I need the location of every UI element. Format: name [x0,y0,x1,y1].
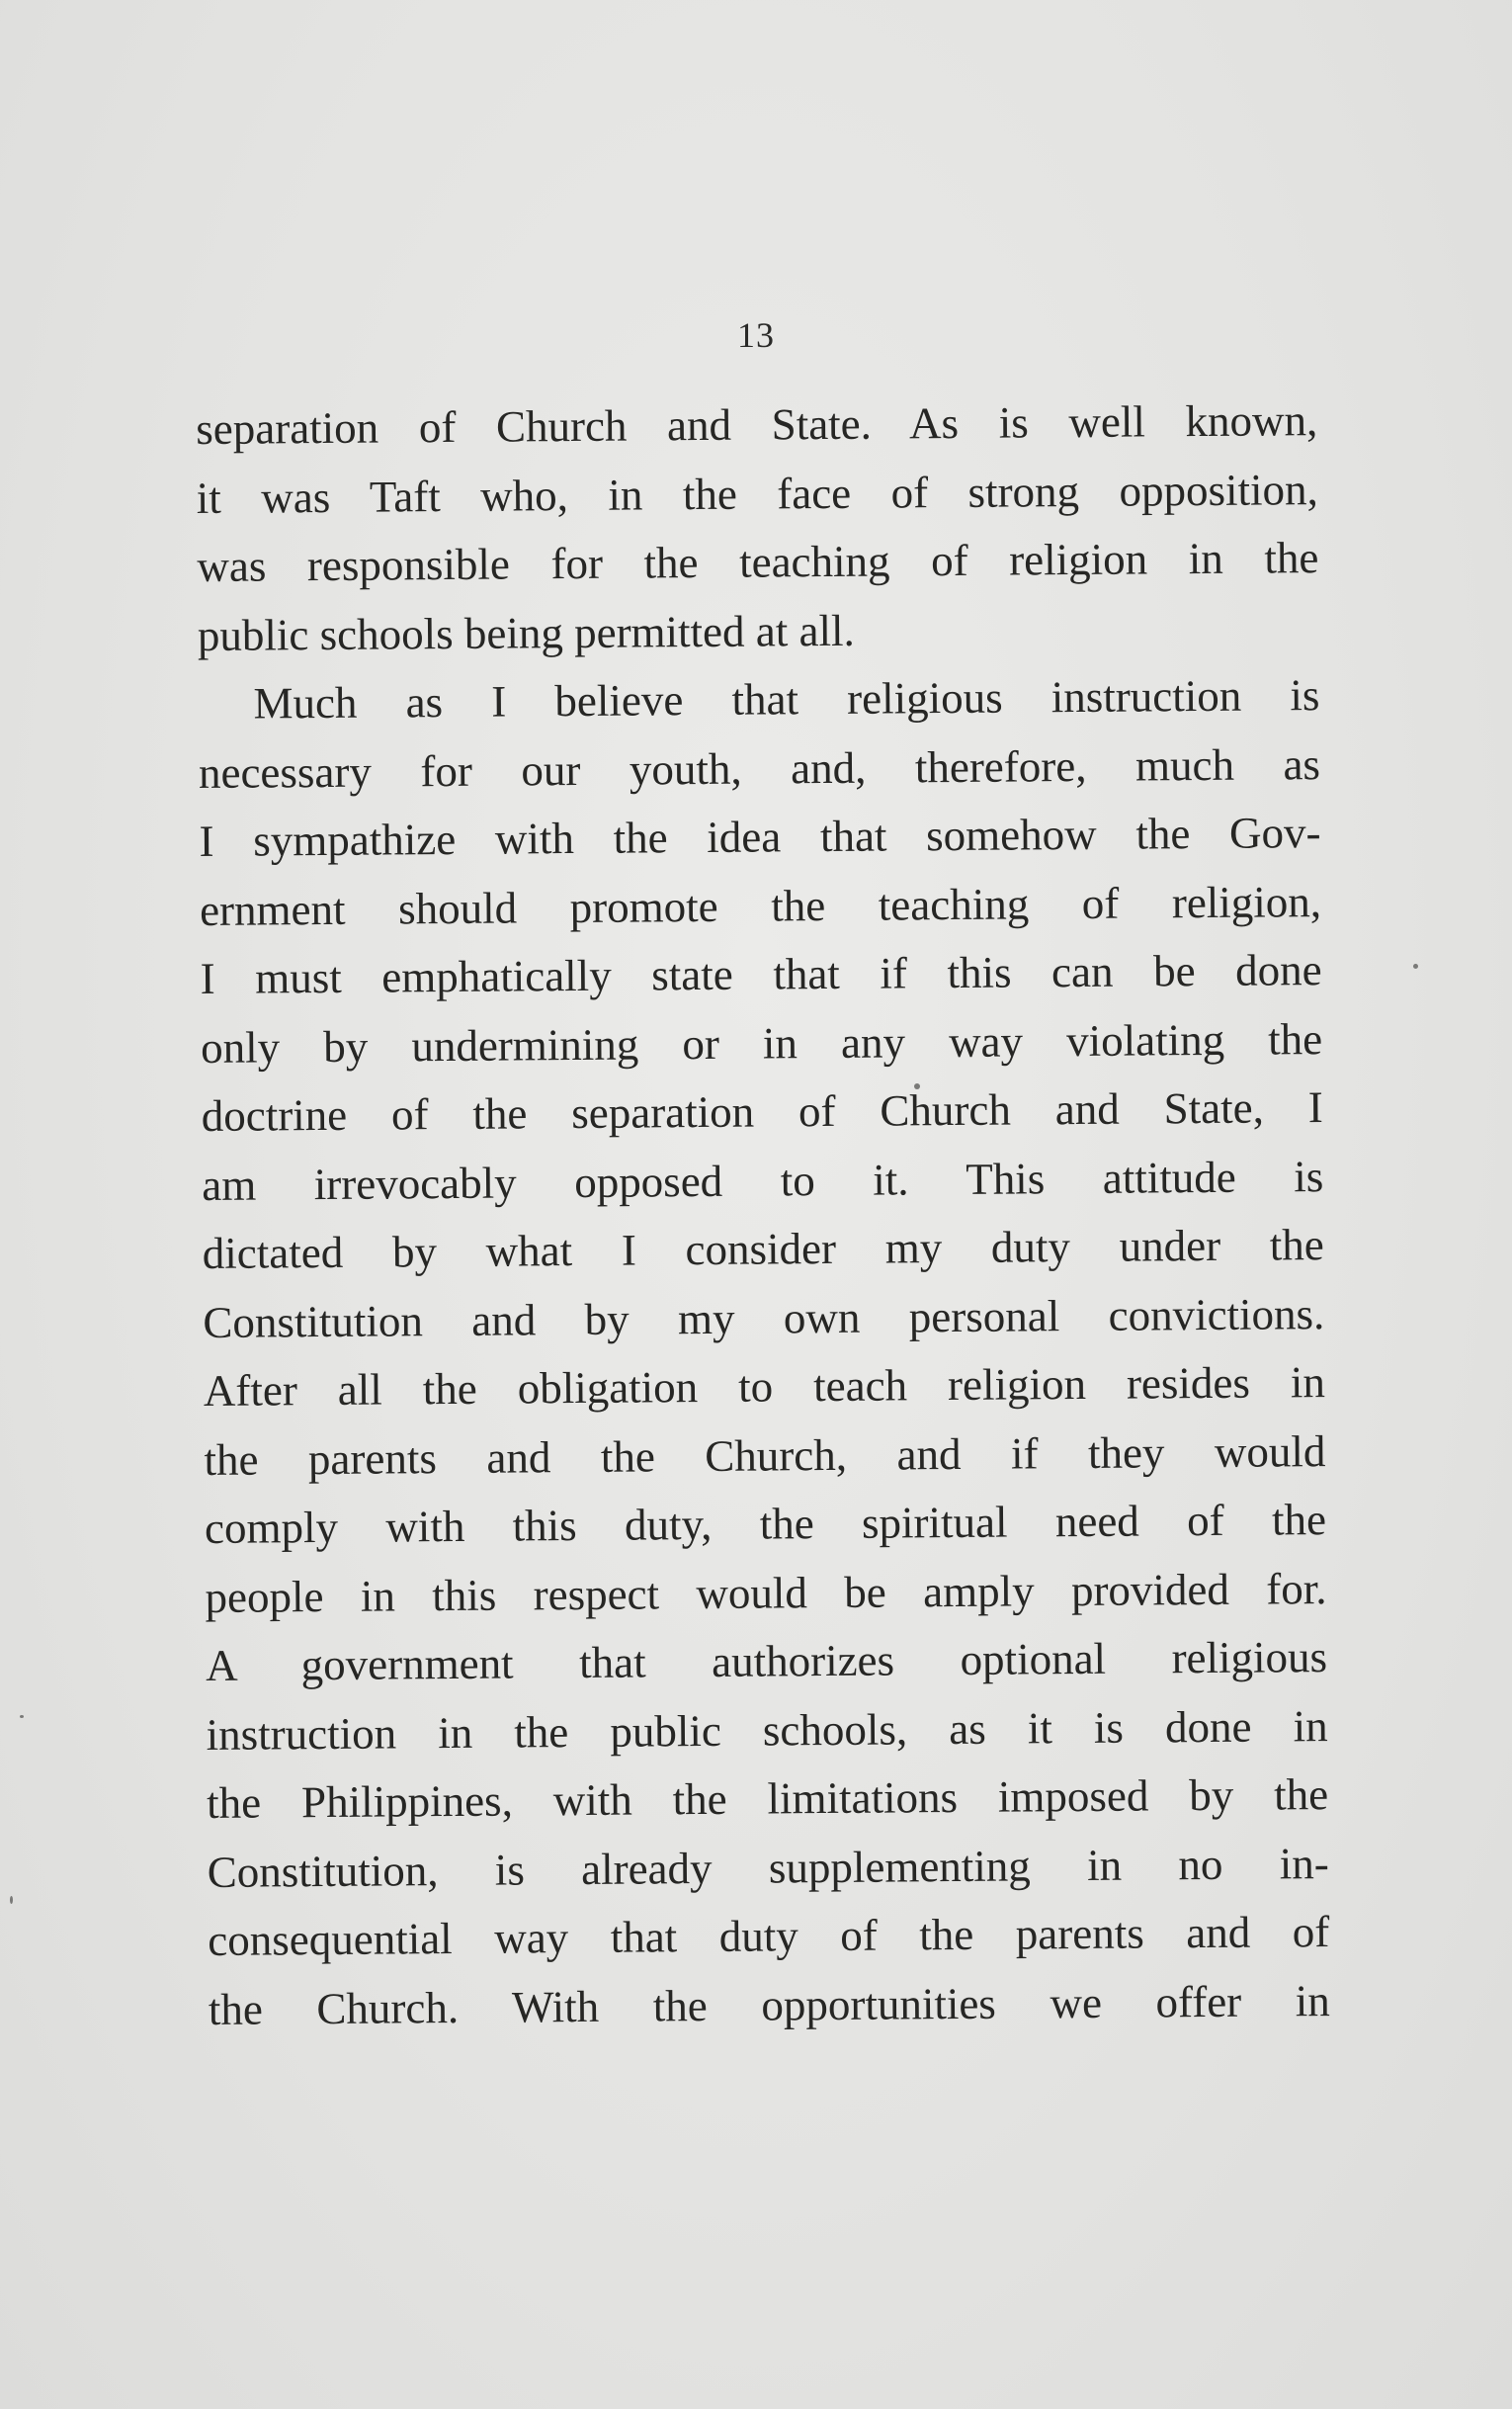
text-line: the Philippines, with the limitations imposed by the [206,1769,1329,1828]
text-line: people in this respect would be amply provided for. [205,1563,1327,1622]
text-line: ernment should promote the teaching of religion, [199,876,1322,935]
text-line: instruction in the public schools, as it is done in [206,1700,1328,1760]
text-line: Constitution, is already supplementing in no in- [207,1838,1329,1897]
text-line: the parents and the Church, and if they would [204,1425,1326,1485]
paragraph-1 [196,387,1319,670]
text-line: consequential way that duty of the parents and of [208,1907,1330,1965]
text-line: was responsible for the teaching of religion in the [197,533,1319,591]
text-line: necessary for our youth, and, therefore, much as [198,738,1321,798]
text-line: Constitution and by my own personal convictions. [203,1288,1325,1347]
text-line: Much as I believe that religious instruction is [253,670,1320,729]
text-line: comply with this duty, the spiritual need of the [204,1495,1327,1553]
text-line: A government that authorizes optional religious [205,1632,1328,1690]
page-number: 13 [737,315,775,355]
text-line: doctrine of the separation of Church and State, I [201,1082,1323,1141]
paragraph-2 [198,661,1330,2044]
scan-speck [1413,964,1418,969]
text-line: I sympathize with the idea that somehow the Gov- [199,808,1321,866]
scan-speck [20,1715,24,1718]
text-line: it was Taft who, in the face of strong opposition, [196,464,1318,523]
text-line: the Church. With the opportunities we offer in [208,1975,1330,2034]
text-line: am irrevocably opposed to it. This attitude is [202,1151,1324,1210]
text-line: only by undermining or in any way violating the [200,1013,1323,1073]
text-line: public schools being permitted at all. [197,605,855,660]
text-line: After all the obligation to teach religion resides in [203,1357,1326,1416]
text-line: dictated by what I consider my duty under the [202,1220,1324,1278]
text-line: separation of Church and State. As is well known, [196,395,1318,454]
body-text [196,387,1330,2044]
scan-speck [10,1896,13,1904]
text-line: I must emphatically state that if this can be done [200,945,1322,1003]
